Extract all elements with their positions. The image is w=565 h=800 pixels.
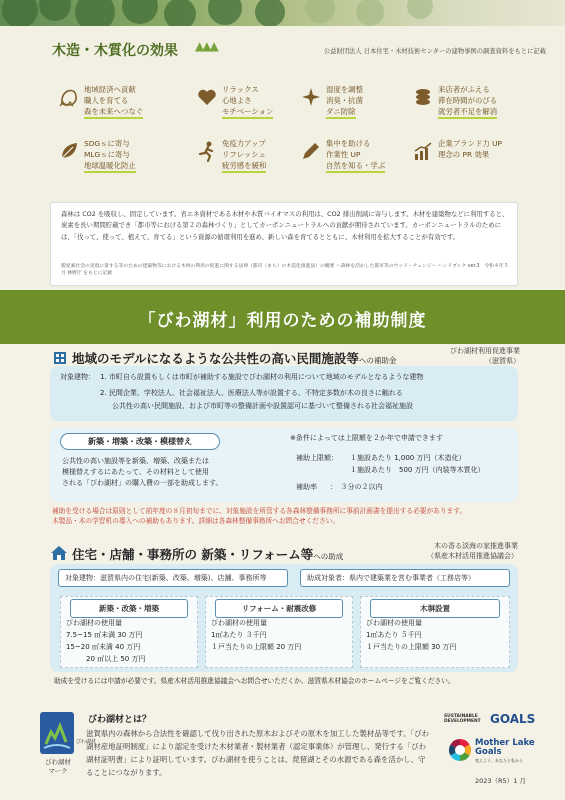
effect-text bbox=[326, 84, 422, 119]
effect-line: 地域経済へ貢献 bbox=[84, 85, 136, 94]
limit-wood: １施設あたり 1,000 万円（木造化） bbox=[350, 454, 466, 462]
subsidy-column-line: 7.5~15 ㎥未満 30 万円 bbox=[66, 631, 143, 639]
target-item-2b: 公共性の高い民間施設、および市町等の整備計画や設置認可に基づいて整備される社会福祉施設 bbox=[112, 402, 413, 410]
subsidy-column-title: 新築・改築・増築 bbox=[70, 599, 188, 618]
mlg-title bbox=[475, 739, 535, 757]
desc-line-1: 公共性の高い施設等を新築、増築、改築または bbox=[62, 457, 209, 465]
effect-line: 理念の PR 効果 bbox=[438, 150, 490, 159]
biwako-mark-icon bbox=[40, 712, 74, 754]
effect-line: 地球温暖化防止 bbox=[84, 160, 136, 173]
subsidy-banner-title: 「びわ湖材」利用のための補助制度 bbox=[138, 311, 427, 331]
mlg-line2: Goals bbox=[475, 747, 502, 757]
public-description bbox=[62, 456, 262, 489]
target-label: 対象建物： bbox=[60, 373, 95, 381]
public-source-line2: （滋賀県） bbox=[485, 357, 520, 365]
subsidy-column-line: １戸当たりの上限額 30 万円 bbox=[366, 643, 457, 651]
rate-label: 補助率 bbox=[296, 483, 317, 491]
construction-type-pill: 新築・増築・改築・模様替え bbox=[60, 433, 220, 450]
subsidy-column-line: １戸当たりの上限額 20 万円 bbox=[211, 643, 302, 651]
housing-source bbox=[400, 541, 518, 561]
source-note: 公益財団法人 日本住宅・木材技術センターの建物事例の調査資料をもとに記載 bbox=[323, 48, 546, 55]
subsidy-column-title: リフォーム・耐震改修 bbox=[215, 599, 343, 618]
footer-paragraph: 滋賀県内の森林から合法性を確認して伐り出された原木およびその原木を加工した製材品等です。「びわ湖材産地証明制度」により認定を受けた木材業者・製材業者（認定事業体）が管理し、発行する「びわ湖材証明書」により証明しています。びわ湖材を使うことは、琵琶湖とその水源である森を活かし、守ることにつながります。 bbox=[86, 729, 430, 777]
runner-icon bbox=[196, 140, 218, 162]
effect-text bbox=[326, 138, 422, 173]
public-source bbox=[410, 346, 520, 366]
effect-line: 心地よさ bbox=[222, 96, 252, 105]
co2-source-note: 脱炭素社会の実現に資する等のための建築物等における木材の利用の促進に関する法律（都市（まち）の木造化推進法）の概要 〜森林を活かした都市等のウッド・チェンジ〜 ハンドブック ver.3 令和４年５月 林野庁 をもとに記載 bbox=[61, 264, 509, 276]
desc-line-2: 模様替えするにあたって、その材料として使用 bbox=[62, 468, 209, 476]
map-icon bbox=[58, 86, 80, 108]
housing-heading-b: 新築・リフォーム等 bbox=[201, 547, 314, 562]
subsidy-column-line: 15~20 ㎥未満 40 万円 bbox=[66, 643, 141, 651]
target-item-2a: 2. 民間企業、学校法人、社会福祉法人、医療法人等が設置する、不特定多数が木の良さに触れる bbox=[100, 389, 403, 397]
effect-line: リフレッシュ bbox=[222, 150, 266, 159]
public-source-line1: びわ湖材利用促進事業 bbox=[450, 347, 520, 355]
effect-line: MLGｓに寄与 bbox=[84, 150, 130, 159]
effect-line: 職人を育てる bbox=[84, 96, 129, 105]
desc-line-3: される「びわ湖材」の購入費の一部を助成します。 bbox=[62, 479, 223, 487]
subsidy-column-line: びわ湖材の使用量 bbox=[366, 619, 422, 627]
target-item-1: 1. 市町自ら設置もしくは市町が補助する施設でびわ湖材の利用について地域のモデルとなるような建物 bbox=[100, 373, 424, 381]
subsidy-column-line: 1㎥あたり ３千円 bbox=[211, 631, 267, 639]
subsidy-column-line: びわ湖材の使用量 bbox=[211, 619, 267, 627]
sparkle-icon bbox=[300, 86, 322, 108]
biwako-mark-logo bbox=[40, 712, 74, 754]
mlg-tagline: 変えよう、あなたと私から bbox=[475, 758, 523, 763]
two-year-condition: ※条件によっては上限額を２か年で申請できます bbox=[290, 434, 443, 442]
red-notice bbox=[52, 506, 522, 526]
tree-icons: ▲▲▲ bbox=[195, 39, 217, 53]
effect-line: モチベーション bbox=[222, 106, 273, 119]
house-icon bbox=[50, 545, 68, 561]
rate-value: ： ３分の２以内 bbox=[330, 483, 383, 491]
limit-interior: １施設あたり 500 万円（内装等木質化） bbox=[350, 466, 485, 474]
effect-line: 来店者がふえる bbox=[438, 85, 490, 94]
heart-icon bbox=[196, 86, 218, 108]
effect-line: 自然を知る・学ぶ bbox=[326, 160, 385, 173]
public-target-box bbox=[50, 366, 518, 421]
housing-note: 助成を受けるには申請が必要です。県産木材活用推進協議会へお問合せいただくか、滋賀県木材協会のホームページをご覧ください。 bbox=[54, 677, 455, 685]
effect-line: リラックス bbox=[222, 85, 259, 94]
public-heading-suffix: への補助金 bbox=[358, 356, 397, 365]
biwako-logo-text: びわ湖材 bbox=[76, 739, 97, 745]
footer-title: びわ湖材とは？ bbox=[88, 715, 152, 725]
effect-line: 就労者不足を解消 bbox=[438, 106, 497, 119]
effect-line: 企業ブランド力 UP bbox=[438, 139, 502, 148]
effect-line: 森を未来へつなぐ bbox=[84, 106, 143, 119]
effect-line: ダニ防除 bbox=[326, 106, 356, 119]
issue-date: 2023（R5）1 月 bbox=[475, 777, 526, 785]
subsidy-column-title: 木塀設置 bbox=[370, 599, 500, 618]
sdgs-logo bbox=[444, 712, 534, 730]
housing-source-line1: 木の香る淡海の家推進事業 bbox=[434, 542, 518, 550]
housing-applicant: 助成対象者：県内で建築業を営む事業者（工務店等） bbox=[300, 569, 510, 587]
subsidy-column-line: 1㎥あたり ５千円 bbox=[366, 631, 422, 639]
effect-line: 疲労感を緩和 bbox=[222, 160, 266, 173]
section-title: 木造・木質化の効果 bbox=[52, 43, 178, 59]
housing-heading-a: 住宅・店舗・事務所の bbox=[72, 547, 198, 562]
building-icon bbox=[52, 349, 68, 365]
mark-label: びわ湖材 マーク bbox=[45, 758, 71, 775]
effect-line: 免疫力アップ bbox=[222, 139, 266, 148]
subsidy-column-line: びわ湖材の使用量 bbox=[66, 619, 122, 627]
effect-line: 消臭・抗菌 bbox=[326, 96, 363, 105]
leaf-icon bbox=[58, 140, 80, 162]
mlg-wheel-icon bbox=[448, 738, 472, 762]
housing-source-line2: （県産木材活用推進協議会） bbox=[427, 552, 518, 560]
housing-heading-suffix: への助成 bbox=[313, 552, 344, 561]
effect-text bbox=[438, 138, 534, 160]
red-notice-1: 補助を受ける場合は原則として前年度の８月初旬までに、対象施設を所管する各森林整備事務所に事前計画書を提出する必要があります。 bbox=[52, 507, 467, 515]
effect-line: SDGｓに寄与 bbox=[84, 139, 130, 148]
effect-text bbox=[84, 84, 180, 119]
mlg-line1: Mother Lake bbox=[475, 738, 535, 748]
growth-chart-icon bbox=[412, 140, 434, 162]
effect-text bbox=[438, 84, 534, 119]
effect-line: 集中を助ける bbox=[326, 139, 371, 148]
effect-line: 湿度を調整 bbox=[326, 85, 363, 94]
public-heading-text: 地域のモデルになるような公共性の高い民間施設等 bbox=[72, 351, 359, 366]
co2-paragraph: 森林は CO2 を吸収し、固定しています。省エネ資材である木材や木質バイオマスの利用は、CO2 排出削減に寄与します。木材を建築物などに利用すると、炭素を長い期間貯蔵でき「都市等における第２の森林づくり」としてカーボンニュートラルへの貢献が期待されています。カーボンニュートラルのためには、「伐って、使って、植えて、育てる」という資源の循環利用を進め、新しい森を育てるとともに、木材利用を拡大することが有効です。 bbox=[61, 210, 509, 241]
housing-target: 対象建物：滋賀県内の住宅(新築、改築、増築)、店舗、事務所等 bbox=[58, 569, 288, 587]
sdgs-goals-text: GOALS bbox=[490, 712, 536, 726]
coins-icon bbox=[412, 86, 434, 108]
effect-text bbox=[84, 138, 180, 173]
limit-label: 補助上限額： bbox=[296, 454, 338, 462]
effect-line: 滞在時間がのびる bbox=[438, 96, 498, 105]
effect-line: 作業性 UP bbox=[326, 150, 361, 159]
housing-heading bbox=[72, 545, 343, 563]
sdgs-text: SUSTAINABLE DEVELOPMENT bbox=[444, 714, 481, 724]
co2-info-box bbox=[50, 202, 518, 286]
pencil-icon bbox=[300, 140, 322, 162]
public-facility-heading bbox=[72, 349, 396, 367]
subsidy-banner bbox=[0, 290, 565, 344]
red-notice-2: 木製品・木の学習机の導入への補助もあります。詳細は各森林整備事務所へお問合せください。 bbox=[52, 517, 340, 525]
subsidy-column-line: 20 ㎥以上 50 万円 bbox=[86, 655, 146, 663]
